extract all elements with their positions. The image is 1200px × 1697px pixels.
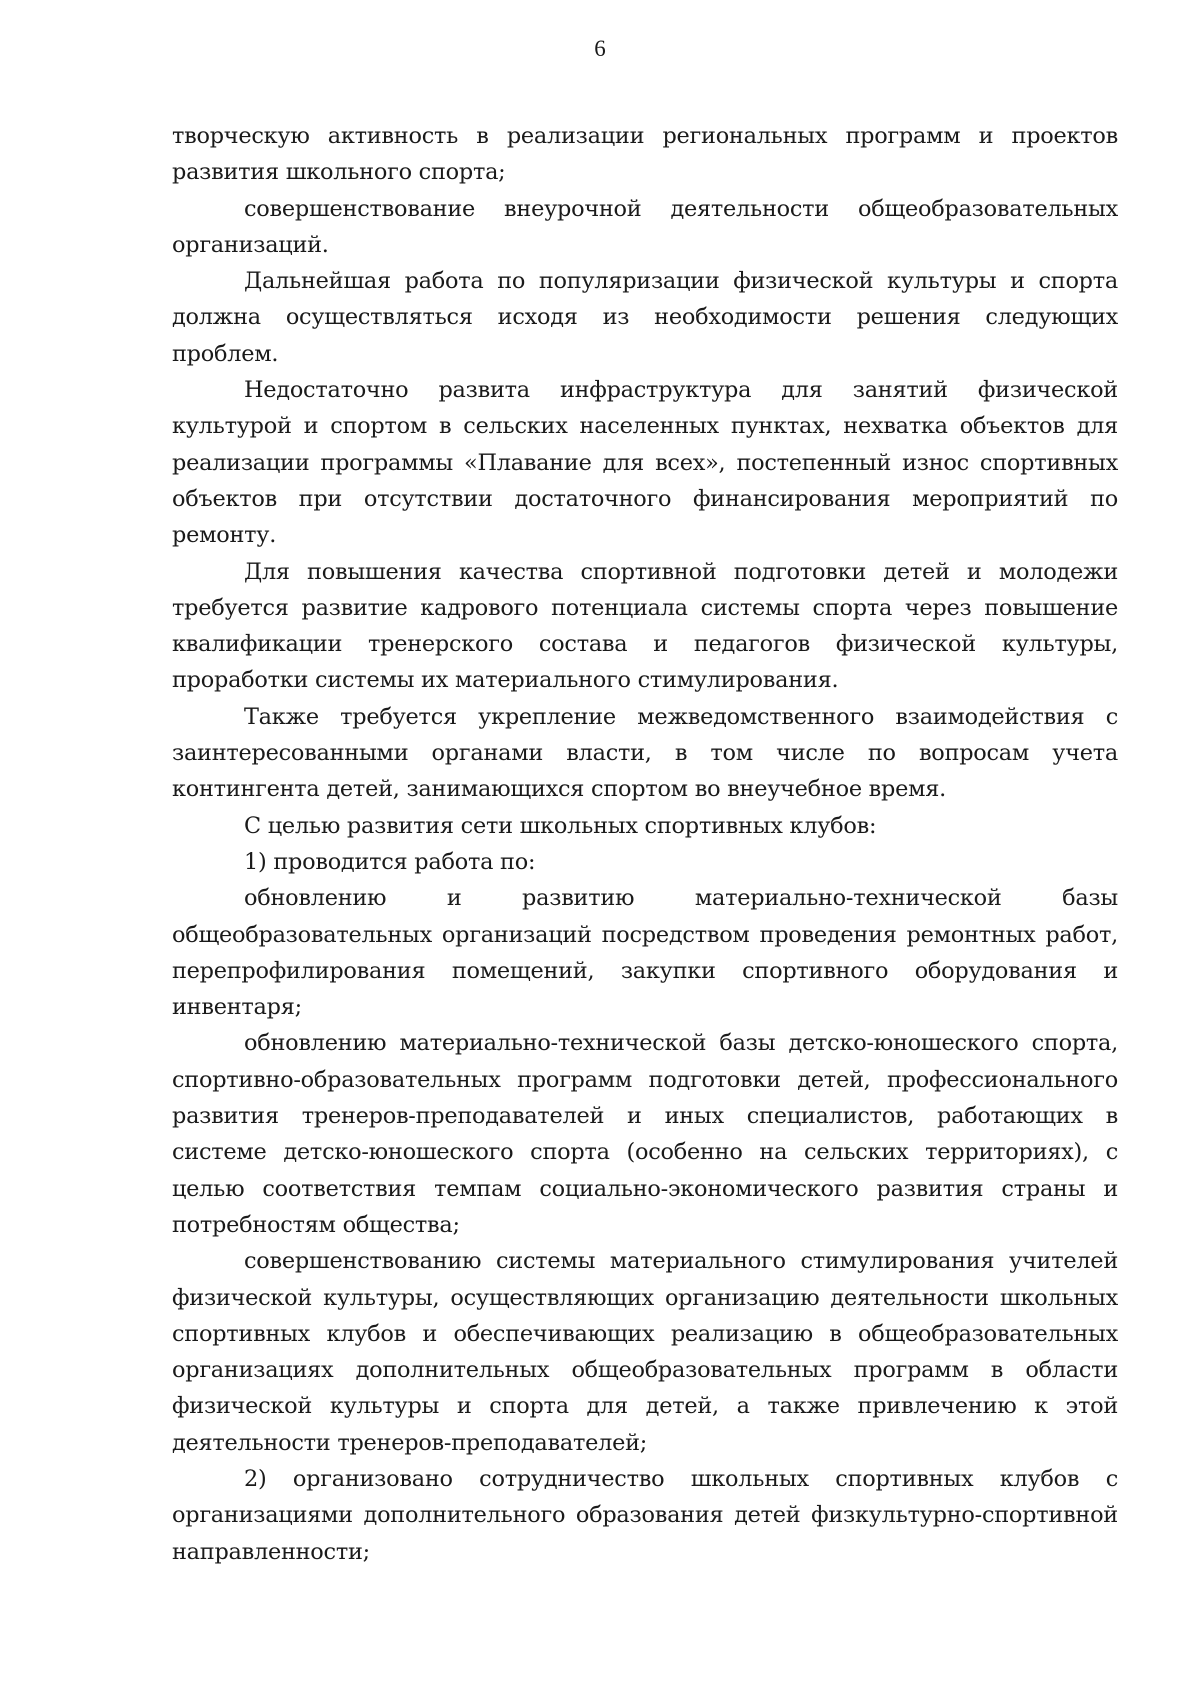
paragraph: Для повышения качества спортивной подготовки детей и молодежи требуется развитие кадрового потенциала системы спорта через повышение квалификации тренерского состава и педагогов физической культуры, проработки системы их материального стимулирования. [172, 558, 1118, 694]
paragraph: 1) проводится работа по: [244, 848, 536, 875]
paragraph: совершенствование внеурочной деятельности общеобразовательных организаций. [172, 195, 1118, 258]
paragraph: обновлению и развитию материально-технической базы общеобразовательных организаций посредством проведения ремонтных работ, перепрофилирования помещений, закупки спортивного оборудования и инвентаря; [172, 885, 1118, 1021]
paragraph: 2) организовано сотрудничество школьных спортивных клубов с организациями дополнительного образования детей физкультурно-спортивной направленности; [172, 1465, 1118, 1565]
document-body [172, 118, 1118, 1570]
paragraph: Дальнейшая работа по популяризации физической культуры и спорта должна осуществляться исходя из необходимости решения следующих проблем. [172, 268, 1118, 367]
paragraph: совершенствованию системы материального стимулирования учителей физической культуры, осуществляющих организацию деятельности школьных спортивных клубов и обеспечивающих реализацию в общеобразовательных организациях дополнительных общеобразовательных программ в области физической культуры и спорта для детей, а также привлечению к этой деятельности тренеров-преподавателей; [172, 1248, 1118, 1456]
paragraph: С целью развития сети школьных спортивных клубов: [244, 812, 877, 839]
paragraph: творческую активность в реализации региональных программ и проектов развития школьного спорта; [172, 123, 1118, 186]
paragraph: Также требуется укрепление межведомственного взаимодействия с заинтересованными органами власти, в том числе по вопросам учета контингента детей, занимающихся спортом во внеучебное время. [172, 703, 1118, 803]
paragraph: обновлению материально-технической базы детско-юношеского спорта, спортивно-образовательных программ подготовки детей, профессионального развития тренеров-преподавателей и иных специалистов, работающих в системе детско-юношеского спорта (особенно на сельских территориях), с целью соответствия темпам социально-экономического развития страны и потребностям общества; [172, 1030, 1118, 1238]
page-number: 6 [594, 36, 606, 61]
paragraph: Недостаточно развита инфраструктура для занятий физической культурой и спортом в сельских населенных пунктах, нехватка объектов для реализации программы «Плавание для всех», постепенный износ спортивных объектов при отсутствии достаточного финансирования мероприятий по ремонту. [172, 377, 1118, 549]
